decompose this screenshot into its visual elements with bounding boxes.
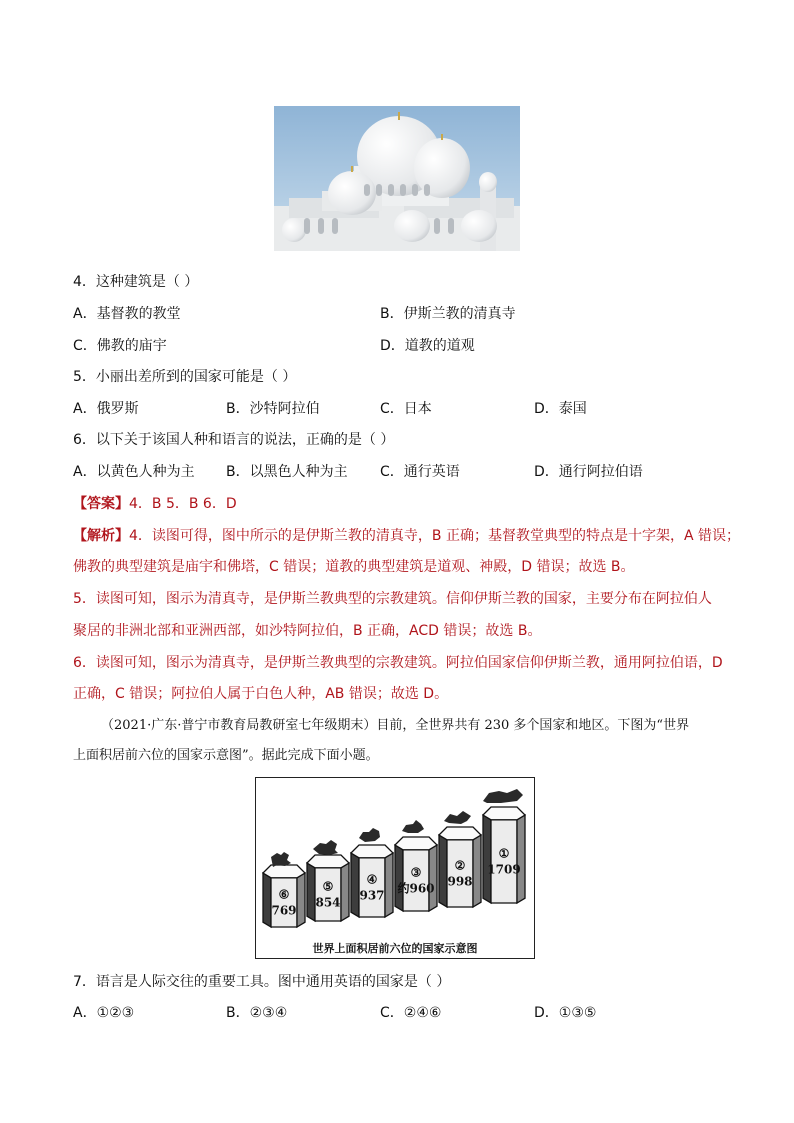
prism-area: 769 [271, 903, 297, 918]
prism-top-face [351, 845, 393, 858]
q7-option-d: D．①③⑤ [534, 1005, 597, 1021]
prism-top-face [439, 827, 481, 840]
prism-rank: ⑥ [278, 887, 290, 902]
q5-option-b: B．沙特阿拉伯 [226, 401, 320, 417]
prism-rank: ③ [410, 865, 422, 880]
prism-area: 998 [447, 874, 473, 889]
analysis-tag: 【解析】 [73, 528, 129, 544]
prism-rank: ② [454, 858, 466, 873]
intro-line2: 上面积居前六位的国家示意图”。据此完成下面小题。 [73, 748, 379, 763]
prism-area: 854 [315, 895, 341, 910]
prism-top-face [263, 865, 305, 878]
prism-front-face [447, 840, 473, 907]
prism-top-face [395, 837, 437, 850]
prism-right-face [517, 815, 525, 903]
prism-front-face [491, 820, 517, 903]
prism-front-face [403, 850, 429, 911]
q4-option-d: D．道教的道观 [380, 338, 475, 354]
prism-top-face [483, 807, 525, 820]
figure-caption: 世界上面积居前六位的国家示意图 [312, 942, 478, 955]
area-figure [255, 777, 535, 959]
q4-option-b: B．伊斯兰教的清真寺 [380, 306, 516, 322]
analysis-p5-line1: 5．读图可知，图示为清真寺，是伊斯兰教典型的宗教建筑。信仰伊斯兰教的国家，主要分布在阿拉伯人 [73, 591, 712, 607]
prism-left-face [439, 835, 447, 907]
answer-text: 4．B 5．B 6．D [129, 496, 237, 512]
q4-option-a: A．基督教的教堂 [73, 306, 181, 322]
q4-option-c: C．佛教的庙宇 [73, 338, 167, 354]
analysis-p6-line1: 6．读图可知，图示为清真寺，是伊斯兰教典型的宗教建筑。阿拉伯国家信仰伊斯兰教，通用阿拉伯语，D [73, 655, 723, 671]
prism-area: 1709 [487, 862, 521, 877]
prism-right-face [341, 863, 349, 921]
q7-option-b: B．②③④ [226, 1005, 288, 1021]
q7-option-c: C．②④⑥ [380, 1005, 442, 1021]
q6-option-b: B．以黑色人种为主 [226, 464, 348, 480]
prism-area: 937 [359, 888, 385, 903]
q5-option-d: D．泰国 [534, 401, 587, 417]
prism-top-face [307, 855, 349, 868]
mosque-image [274, 106, 520, 251]
prism-rank: ① [498, 846, 510, 861]
q5-option-c: C．日本 [380, 401, 432, 417]
prism-front-face [315, 868, 341, 921]
analysis-p5-line2: 聚居的非洲北部和亚洲西部，如沙特阿拉伯，B 正确，ACD 错误；故选 B。 [73, 623, 542, 639]
mosque-photo [274, 106, 520, 251]
analysis-p6-line2: 正确，C 错误；阿拉伯人属于白色人种，AB 错误；故选 D。 [73, 686, 449, 702]
prism-right-face [297, 873, 305, 927]
prism-front-face [359, 858, 385, 917]
prism-rank: ④ [366, 872, 378, 887]
answer-tag: 【答案】 [73, 496, 129, 512]
q4-stem: 4．这种建筑是（ ） [73, 274, 199, 290]
prism-left-face [263, 873, 271, 927]
intro-line1: （2021·广东·普宁市教育局教研室七年级期末）目前，全世界共有 230 多个国家和地区。下图为“世界 [101, 718, 690, 733]
q5-stem: 5．小丽出差所到的国家可能是（ ） [73, 369, 297, 385]
analysis-p4-line1 [73, 526, 740, 546]
prism-left-face [307, 863, 315, 921]
answer-line [73, 494, 237, 514]
prism-left-face [351, 853, 359, 917]
prism-area: 约960 [397, 881, 435, 896]
prism-right-face [429, 845, 437, 911]
prism-left-face [483, 815, 491, 903]
prism-front-face [271, 878, 297, 927]
q6-stem: 6．以下关于该国人种和语言的说法，正确的是（ ） [73, 432, 395, 448]
prism-right-face [385, 853, 393, 917]
prism-left-face [395, 845, 403, 911]
q7-stem: 7．语言是人际交往的重要工具。图中通用英语的国家是（ ） [73, 974, 451, 990]
analysis-p4-line2: 佛教的典型建筑是庙宇和佛塔，C 错误；道教的典型建筑是道观、神殿，D 错误；故选 B。 [73, 559, 635, 575]
q6-option-a: A．以黄色人种为主 [73, 464, 195, 480]
analysis-p4-text1: 4．读图可得，图中所示的是伊斯兰教的清真寺，B 正确；基督教堂典型的特点是十字架，A 错误； [129, 528, 740, 544]
prism-right-face [473, 835, 481, 907]
prism-rank: ⑤ [322, 879, 334, 894]
q7-option-a: A．①②③ [73, 1005, 135, 1021]
q5-option-a: A．俄罗斯 [73, 401, 139, 417]
q6-option-d: D．通行阿拉伯语 [534, 464, 643, 480]
area-figure-svg [255, 777, 535, 959]
q6-option-c: C．通行英语 [380, 464, 460, 480]
